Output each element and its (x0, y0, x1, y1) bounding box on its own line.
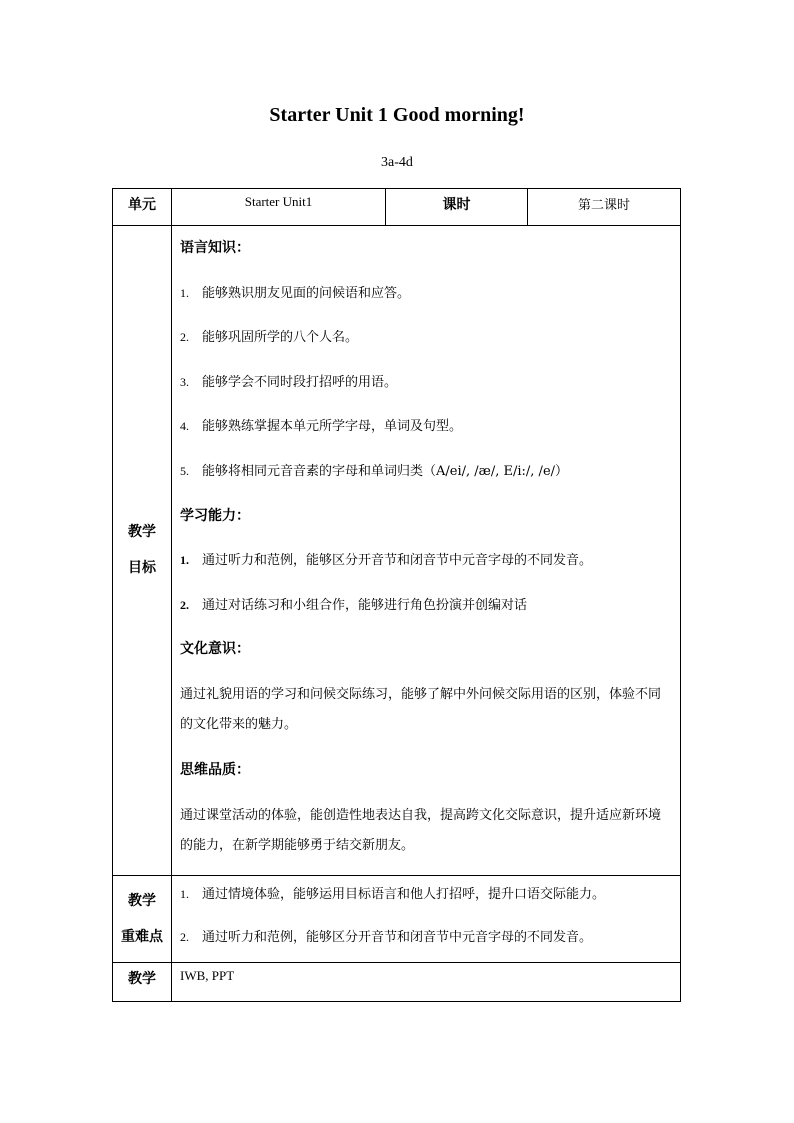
thinking-heading: 思维品质： (180, 761, 250, 778)
language-item (180, 449, 672, 494)
item-text: 通过听力和范例，能够区分开音节和闭音节中元音字母的不同发音。 (202, 553, 593, 569)
culture-heading: 文化意识： (180, 641, 250, 658)
unit-label-cell (113, 189, 172, 226)
tools-content-cell (172, 962, 681, 1001)
objectives-label-line2: 目标 (128, 560, 156, 577)
ability-heading: 学习能力： (180, 507, 250, 524)
unit-value-cell (172, 189, 386, 226)
period-value-cell (528, 189, 681, 226)
key-points-content-cell (172, 875, 681, 962)
key-points-label-cell (113, 875, 172, 962)
item-text: 能够熟识朋友见面的问候语和应答。 (202, 285, 411, 301)
item-number: 1. (180, 285, 189, 300)
culture-text: 通过礼貌用语的学习和问候交际练习，能够了解中外问候交际用语的区别，体验不同的文化带来的魅力。 (180, 686, 662, 732)
tools-value: IWB, PPT (180, 967, 235, 983)
item-text: 能够巩固所学的八个人名。 (202, 330, 359, 346)
key-points-row (113, 875, 681, 962)
item-text: 能够学会不同时段打招呼的用语。 (202, 374, 398, 390)
key-point-item (180, 876, 672, 912)
tools-label-cell (113, 962, 172, 1001)
objectives-label-cell (113, 226, 172, 876)
tools-label: 教学 (128, 970, 156, 987)
objectives-label-line1: 教学 (128, 524, 156, 541)
item-number: 2. (180, 597, 189, 612)
item-text: 通过听力和范例，能够区分开音节和闭音节中元音字母的不同发音。 (202, 929, 593, 945)
item-text: 能够熟练掌握本单元所学字母，单词及句型。 (202, 419, 463, 435)
item-number: 2. (180, 929, 189, 944)
objectives-content-cell (172, 226, 681, 876)
unit-label: 单元 (128, 197, 156, 213)
document-title: Starter Unit 1 Good morning! (269, 104, 525, 126)
language-item (180, 404, 672, 449)
unit-value: Starter Unit1 (244, 194, 313, 209)
item-number: 1. (180, 886, 189, 901)
item-number: 2. (180, 330, 189, 345)
item-number: 4. (180, 419, 189, 434)
key-points-label-line2: 重难点 (121, 928, 163, 945)
language-heading: 语言知识： (180, 240, 250, 256)
key-point-item (180, 912, 672, 962)
tools-row (113, 962, 681, 1001)
item-number: 5. (180, 463, 189, 478)
language-item (180, 360, 672, 405)
document-subtitle: 3a-4d (381, 155, 413, 170)
period-value: 第二课时 (577, 198, 630, 213)
language-item (180, 315, 672, 360)
item-number: 1. (180, 553, 189, 568)
item-text: 通过情境体验，能够运用目标语言和他人打招呼，提升口语交际能力。 (202, 886, 606, 902)
key-points-label-line1: 教学 (128, 892, 156, 909)
ability-item (180, 583, 672, 628)
item-text: 能够将相同元音音素的字母和单词归类（A/ei/, /æ/, E/i:/, /e/） (202, 463, 569, 479)
lesson-plan-table (112, 188, 681, 1002)
ability-item (180, 538, 672, 583)
item-number: 3. (180, 374, 189, 389)
language-item (180, 271, 672, 316)
item-text: 通过对话练习和小组合作，能够进行角色扮演并创编对话 (202, 597, 528, 613)
thinking-text: 通过课堂活动的体验，能创造性地表达自我，提高跨文化交际意识，提升适应新环境的能力，在新学期能够勇于结交新朋友。 (180, 807, 662, 853)
period-label: 课时 (442, 197, 471, 213)
objectives-row (113, 226, 681, 876)
header-row (113, 189, 681, 226)
period-label-cell (386, 189, 528, 226)
